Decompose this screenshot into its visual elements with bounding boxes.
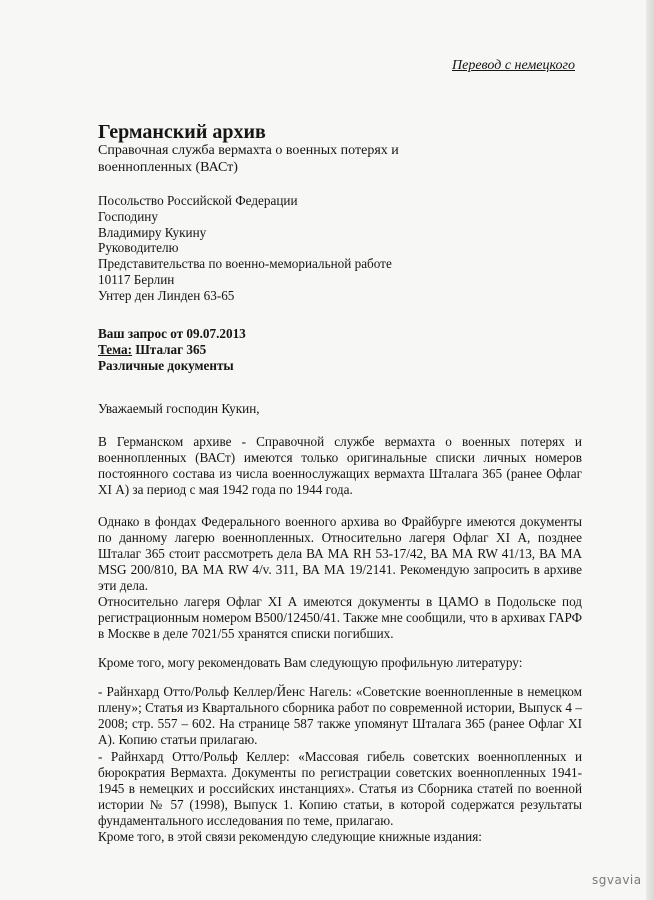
paragraph-7: Кроме того, в этой связи рекомендую следующие книжные издания: <box>98 829 482 844</box>
paragraph-3: Относительно лагеря Офлаг XI А имеются документы в ЦАМО в Подольске под регистрационным номером В500/12450/41. Также мне сообщили, что в архивах ГАРФ в Москве в деле 7021/55 хранятся списки погибших. <box>98 594 582 641</box>
request-date: Ваш запрос от 09.07.2013 <box>98 326 246 341</box>
recipient-line: Руководителю <box>98 240 179 256</box>
paragraph-5: - Райнхард Отто/Рольф Келлер/Йенс Нагель: «Советские военнопленные в немецком плену»; Статья из Квартального сборника работ по современной истории, Выпуск 4 – 2008; стр. 557 – 602. На странице 587 также упомянут Шталага 365 (ранее Офлаг XI А). Копию статьи прилагаю. <box>98 684 582 747</box>
letterhead-title: Германский архив <box>98 121 266 143</box>
paragraph-1: В Германском архиве - Справочной службе вермахта о военных потерях и военнопленных (ВАСт) имеются только оригинальные списки личных номеров постоянного состава из числа военнослужащих вермахта Шталага 365 (ранее Офлаг XI А) за период с мая 1942 года по 1944 года. <box>98 434 582 497</box>
greeting: Уважаемый господин Кукин, <box>98 401 260 416</box>
letterhead-subtitle: Справочная служба вермахта о военных потерях и военнопленных (ВАСт) <box>98 143 399 175</box>
watermark: sgvavia <box>592 873 642 887</box>
paragraph-6: - Райнхард Отто/Рольф Келлер: «Массовая гибель советских военнопленных и бюрократия Вермахта. Документы по регистрации советских военнопленных 1941-1945 в немецких и российских инстанциях». Статья из Сборника статей по военной истории № 57 (1998), Выпуск 1. Копию статьи, в которой содержатся результаты фундаментального исследования по теме, прилагаю. <box>98 749 582 828</box>
subject-label: Тема: <box>98 342 133 357</box>
paragraph-4: Кроме того, могу рекомендовать Вам следующую профильную литературу: <box>98 655 523 670</box>
recipient-line: Унтер ден Линден 63-65 <box>98 287 235 303</box>
recipient-line: Владимиру Кукину <box>98 224 207 240</box>
recipient-line: Господину <box>98 208 158 224</box>
request-subject <box>98 342 246 358</box>
paragraph-2: Однако в фондах Федерального военного архива во Фрайбурге имеются документы по данному лагерю военнопленных. Относительно лагеря Офлаг XI А, позднее Шталаг 365 стоит рассмотреть дела ВА МА RH 53-17/42, ВА МА RW 41/13, ВА МА MSG 200/810, ВА МА RW 4/v. 311, ВА МА 19/2141. Рекомендую запросить в архиве эти дела. <box>98 514 582 593</box>
recipient-line: Посольство Российской Федерации <box>98 193 298 208</box>
recipient-line: 10117 Берлин <box>98 271 175 287</box>
recipient-address <box>98 193 392 304</box>
scan-edge <box>646 0 654 900</box>
subject-value: Шталаг 365 <box>132 342 207 357</box>
translation-note: Перевод с немецкого <box>452 58 575 73</box>
request-topic: Различные документы <box>98 358 234 373</box>
request-block <box>98 326 246 374</box>
recipient-line: Представительства по военно-мемориальной работе <box>98 256 392 272</box>
